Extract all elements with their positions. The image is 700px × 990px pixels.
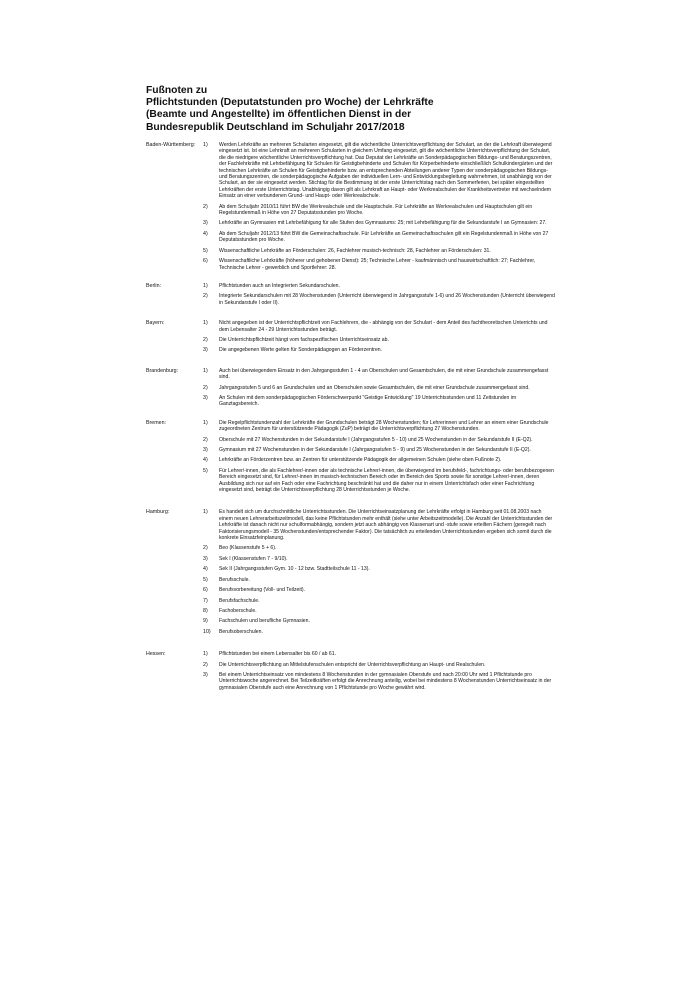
footnote-item: [203, 662, 556, 668]
footnote-number: 1): [203, 419, 208, 426]
footnote-items: [203, 320, 556, 354]
footnote-number: 6): [203, 258, 208, 265]
footnote-item: [203, 566, 556, 572]
footnote-item: [203, 509, 556, 541]
footnote-text: Ab dem Schuljahr 2010/11 führt BW die Werkrealschule und die Hauptschule. Für Lehrkräfte an Werkrealschulen und Hauptschulen gilt ein Regelstundenmaß in Höhe von 27 Deputatsstunden pro Woche.: [219, 203, 533, 217]
footnote-number: 4): [203, 457, 208, 464]
footnote-number: 1): [203, 651, 208, 658]
footnote-number: 1): [203, 142, 208, 148]
footnote-items: [203, 651, 556, 691]
footnote-item: [203, 545, 556, 551]
document-title: [146, 85, 446, 134]
footnote-text: Die Unterrichtspflichtzeit hängt vom fachspezifischen Unterrichtseinsatz ab.: [219, 336, 389, 343]
footnote-text: Die Unterrichtsverpflichtung an Mittelstufenschulen entspricht der Unterrichtsverpflichtung an Haupt- und Realschulen.: [219, 661, 486, 668]
footnote-item: [203, 337, 556, 343]
footnote-number: 3): [203, 394, 208, 401]
footnote-text: Berufsoberschulen.: [219, 628, 263, 635]
footnote-items: [203, 368, 556, 408]
footnote-item: [203, 420, 556, 433]
footnote-items: [203, 509, 556, 635]
footnote-item: [203, 258, 556, 271]
footnote-text: Werden Lehrkräfte an mehreren Schularten eingesetzt, gilt die wöchentliche Unterrichtsverpflichtung der Schulart, an der die Lehrkraft überwiegend eingesetzt ist. Ist eine Lehrkraft an mehreren Schularten in gleichem Umfang eingesetzt, gilt die wöchentliche Unterrichtsverpflichtung der Schulart, die die niedrigere wöchentliche Unterrichtsverpflichtung hat. Das Deputat der Lehrkräfte an Sonderpädagogischen Bildungs- und Beratungszentren, der Fachlehrkräfte mit Lehrbefähigung für Schulen für Geistigbehinderte und Schulen für Körperbehinderte einschließlich Schulkindergärten und der technischen Lehrkräfte an Schulen für Geistigbehinderte bzw. an entsprechenden Abteilungen anderer Typen der sonderpädagogischen Bildungs- und Beratungszentren, die sonderpädagogische Aufgaben der individuellen Lern- und Entwicklungsbegleitung wahrnehmen, ist unabhängig von der Schulart, an der sie eingesetzt werden. Stichtag für die Bestimmung ist der erste Unterrichtstag nach den Sommerferien, bei später eingestellten Lehrkräften der erste Unterrichtstag. Unabhängig davon gilt als Lehrkraft an Haupt- oder Werkrealschulen der Krankheitsvertreter mit wechselndem Einsatz an einer verbundenen Grund- und Haupt- oder Werkrealschule.: [219, 142, 553, 200]
state-name: Hamburg:: [146, 509, 170, 516]
footnote-item: [203, 556, 556, 562]
footnote-item: [203, 142, 556, 200]
footnote-item: [203, 293, 556, 306]
footnote-text: Jahrgangsstufen 5 und 6 an Grundschulen und an Oberschulen sowie Gesamtschulen, die mit einer Grundschule zusammengefasst sind.: [219, 384, 530, 391]
footnote-number: 5): [203, 467, 208, 474]
footnote-item: [203, 204, 556, 217]
footnote-items: [203, 283, 556, 306]
footnote-item: [203, 598, 556, 604]
state-name: Berlin:: [146, 282, 162, 289]
footnote-number: 8): [203, 607, 208, 614]
footnote-number: 4): [203, 566, 208, 573]
footnote-number: 4): [203, 230, 208, 237]
footnote-text: Lehrkräfte an Gymnasien mit Lehrbefähigung für alle Stufen des Gymnasiums: 25; mit Lehrbefähigung für die Sekundarstufe I an Gymnasien: 27.: [219, 220, 547, 227]
state-name: Brandenburg:: [146, 367, 179, 374]
footnote-number: 2): [203, 436, 208, 443]
footnote-text: Integrierte Sekundarschulen mit 28 Wochenstunden (Unterricht überwiegend in Jahrgangsstufe 1-6) und 26 Wochenstunden (Unterricht überwiegend in Sekundarstufe I oder II).: [219, 293, 555, 306]
footnote-text: Fachoberschule.: [219, 607, 257, 614]
state-section: [146, 509, 556, 635]
footnote-item: [203, 320, 556, 333]
footnote-text: Gymnasium mit 27 Wochenstunden in der Sekundarstufe I (Jahrgangsstufen 5 - 9) und 25 Wochenstunden in der Sekundarstufe II (E-Q2).: [219, 447, 531, 453]
title-line: Pflichtstunden (Deputatstunden pro Woche) der Lehrkräfte: [146, 97, 434, 109]
footnote-number: 3): [203, 347, 208, 354]
footnote-text: Sek I (Klassenstufen 7 - 9/10).: [219, 555, 288, 562]
footnote-text: Beo (Klassenstufe 5 + 6).: [219, 545, 277, 552]
footnote-item: [203, 368, 556, 381]
footnote-text: An Schulen mit dem sonderpädagogischen Förderschwerpunkt "Geistige Entwicklung" 19 Unterrichtsstunden und 11 Zeitstunden im Ganztagsbereich.: [219, 394, 517, 408]
state-section: [146, 320, 556, 354]
footnote-text: Die Regelpflichtstundenzahl der Lehrkräfte der Grundschulen beträgt 28 Wochenstunden; für Lehrerinnen und Lehrer an einem einer Grundschule zugeordneten Zentrum für unterstützende Pädagogik (ZuP) beträgt die Unterrichtsverpflichtung 27 Wochenstunden.: [219, 419, 549, 433]
state-name: Hessen:: [146, 651, 166, 658]
footnote-text: Oberschule mit 27 Wochenstunden in der Sekundarstufe I (Jahrgangsstufen 5 - 10) und 25 Wochenstunden in der Sekundarstufe II (E-Q2).: [219, 436, 533, 443]
footnote-item: [203, 231, 556, 244]
footnote-item: [203, 608, 556, 614]
footnote-text: Nicht angegeben ist der Unterrichtspflichtzeit von Fachlehrern, die - abhängig von der Schulart - dem Anteil des fachtheoretischen Unterrichts und dem Lebensalter 24 - 29 Unterrichtsstunden beträgt.: [219, 320, 548, 333]
footnote-number: 5): [203, 576, 208, 583]
footnote-number: 9): [203, 618, 208, 625]
footnote-items: [203, 420, 556, 494]
footnote-text: Berufsfachschule.: [219, 597, 260, 604]
footnote-text: Für Lehrer/-innen, die als Fachlehrer/-innen oder als technische Lehrer/-innen, die überwiegend im berufsfeld-, fachrichtungs- oder berufsbezogenen Bereich eingesetzt sind, für Lehrer/-innen im musisch-technischen Bereich oder im Bereich des Sports sowie für sonstige Lehrer/-innen, deren Ausbildung sich nur auf ein Fach oder eine Fachrichtung beschränkt hat und die daher nur in einem Unterrichtsfach oder einer Fachrichtung eingesetzt sind, beträgt die Unterrichtsverpflichtung 28 Unterrichtsstunden je Woche.: [219, 467, 554, 494]
footnote-number: 2): [203, 336, 208, 343]
footnote-number: 3): [203, 220, 208, 227]
state-section: [146, 368, 556, 408]
footnote-number: 2): [203, 545, 208, 552]
footnote-number: 5): [203, 247, 208, 254]
footnote-number: 1): [203, 509, 208, 516]
title-line: Bundesrepublik Deutschland im Schuljahr 2017/2018: [146, 121, 405, 133]
state-section: [146, 651, 556, 691]
footnote-number: 3): [203, 671, 208, 678]
footnote-number: 1): [203, 282, 208, 289]
footnote-number: 3): [203, 555, 208, 562]
footnote-item: [203, 468, 556, 494]
title-line: (Beamte und Angestellte) im öffentlichen Dienst in der: [146, 109, 412, 121]
footnote-item: [203, 220, 556, 226]
footnote-item: [203, 248, 556, 254]
state-name: Bremen:: [146, 419, 167, 426]
footnote-text: Sek II (Jahrgangsstufen Gym. 10 - 12 bzw. Stadtteilschule 11 - 13).: [219, 566, 370, 573]
footnote-number: 2): [203, 384, 208, 391]
footnote-text: Fachschulen und berufliche Gymnasien.: [219, 618, 310, 625]
footnote-item: [203, 457, 556, 463]
footnote-text: Lehrkräfte an Förderzentren bzw. an Zentren für unterstützende Pädagogik der allgemeinen Schulen (siehe oben Fußnote 2).: [219, 457, 502, 464]
footnote-text: Ab dem Schuljahr 2012/13 führt BW die Gemeinschaftsschule. Für Lehrkräfte an Gemeinschaftsschulen gilt ein Regelstundenmaß in Höhe von 27 Deputatsstunden pro Woche.: [219, 230, 549, 244]
footnote-number: 2): [203, 293, 208, 300]
state-section: [146, 283, 556, 306]
title-line: Fußnoten zu: [146, 85, 208, 96]
footnote-item: [203, 672, 556, 691]
footnote-item: [203, 651, 556, 657]
footnote-number: 2): [203, 203, 208, 210]
footnote-text: Berufsschule.: [219, 576, 250, 583]
footnote-number: 1): [203, 367, 208, 374]
footnote-text: Die angegebenen Werte gelten für Sonderpädagogen an Förderzentren.: [219, 347, 383, 354]
state-name: Baden-Württemberg:: [146, 142, 196, 148]
footnote-text: Wissenschaftliche Lehrkräfte (höherer und gehobener Dienst): 25; Technische Lehrer - kaufmännisch und hauswirtschaftlich: 27; Fachlehrer, Technische Lehrer - gewerblich und Sportlehrer: 28.: [219, 258, 536, 271]
footnotes-list: [146, 142, 556, 703]
footnote-item: [203, 347, 556, 353]
state-name: Bayern:: [146, 320, 165, 327]
footnote-number: 6): [203, 587, 208, 594]
footnote-number: 1): [203, 320, 208, 327]
footnote-text: Bei einem Unterrichtseinsatz von mindestens 8 Wochenstunden in der gymnasialen Oberstufe und nach 20:00 Uhr wird 1 Pflichtstunde pro Unterrichtswoche angerechnet. Bei Teilzeitkräften erfolgt die Anrechnung anteilig, wobei bei mindestens 8 Wochenstunden Unterrichtseinsatz in der gymnasialen Oberstufe auch eine Anrechnung von 1 Pflichtstunde pro Woche gewährt wird.: [219, 671, 552, 691]
state-section: [146, 142, 556, 271]
footnote-item: [203, 629, 556, 635]
footnote-item: [203, 437, 556, 443]
footnote-text: Auch bei überwiegendem Einsatz in den Jahrgangsstufen 1 - 4 an Oberschulen und Gesamtschulen, die mit einer Grundschule zusammengefasst sind.: [219, 367, 549, 381]
footnote-item: [203, 395, 556, 408]
footnote-number: 2): [203, 661, 208, 668]
footnote-number: 10): [203, 628, 211, 635]
footnote-item: [203, 618, 556, 624]
footnote-number: 3): [203, 447, 208, 453]
footnote-text: Wissenschaftliche Lehrkräfte an Förderschulen: 26, Fachlehrer musisch-technisch: 28, Fachlehrer an Förderschulen: 31.: [219, 247, 491, 254]
footnote-text: Berufsvorbereitung (Voll- und Teilzeit).: [219, 587, 305, 594]
footnote-text: Pflichtstunden auch an Integrierten Sekundarschulen.: [219, 282, 340, 289]
footnote-items: [203, 142, 556, 271]
footnote-item: [203, 283, 556, 289]
footnote-item: [203, 447, 556, 453]
state-section: [146, 420, 556, 494]
footnote-text: Es handelt sich um durchschnittliche Unterrichtsstunden. Die Unterrichtseinsatzplanung der Lehrkräfte erfolgt in Hamburg seit 01.08.2003 nach einem neuen Lehrerarbeitszeitmodell, das keine Pflichtstunden mehr enthält (siehe unter Arbeitszeitmodelle). Die Anzahl der Unterrichtsstunden der Lehrkräfte ist danach nicht nur schulformabhängig, sondern jetzt auch abhängig von Klassenart und -stufe sowie erteilten Fächern (geregelt nach Faktorisierungsmodell - 35 Wochenstunden/entsprechender Faktor). Die tatsächlich zu erteilenden Unterrichtsstunden ergeben sich somit durch die konkrete Einsatzfeinplanung.: [219, 509, 553, 542]
footnote-item: [203, 577, 556, 583]
footnote-item: [203, 587, 556, 593]
footnote-number: 7): [203, 597, 208, 604]
footnote-text: Pflichtstunden bei einem Lebensalter bis 60 / ab 61.: [219, 651, 336, 658]
footnote-item: [203, 385, 556, 391]
